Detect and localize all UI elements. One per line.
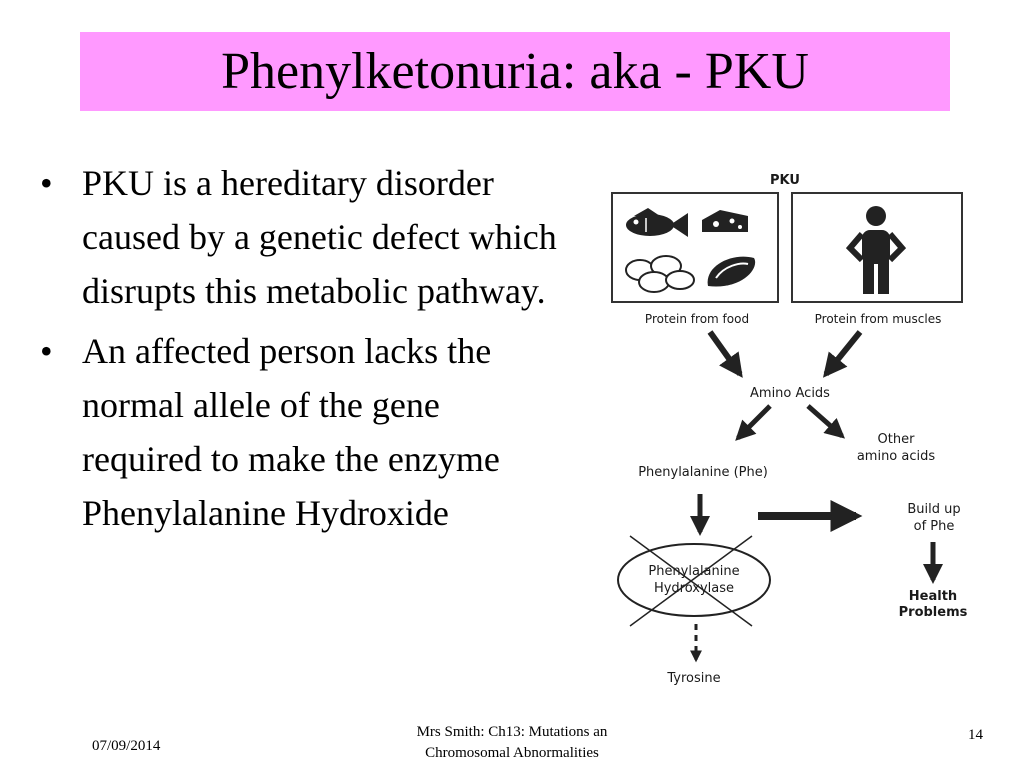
label-health-problems: Problems	[898, 605, 968, 620]
diagram-heading: PKU	[770, 173, 800, 188]
slide-title: Phenylketonuria: aka - PKU	[221, 42, 809, 100]
footer-date: 07/09/2014	[92, 738, 161, 754]
bullet-text: PKU is a hereditary disorder caused by a genetic defect which disrupts this metabolic pathway.	[82, 163, 557, 311]
label-protein-muscles: Protein from muscles	[814, 312, 942, 326]
title-bar	[80, 32, 950, 111]
label-buildup: Build up	[907, 502, 961, 517]
bullet-dot-icon: •	[40, 163, 53, 203]
bullet-item	[40, 324, 560, 540]
bullet-text: An affected person lacks the normal allele of the gene required to make the enzyme Phenylalanine Hydroxide	[82, 331, 500, 533]
label-protein-food: Protein from food	[644, 312, 750, 326]
label-other: Other	[877, 432, 915, 447]
label-buildup-phe: of Phe	[913, 519, 955, 534]
bullet-dot-icon: •	[40, 331, 53, 371]
label-amino-acids: Amino Acids	[750, 386, 830, 401]
bullet-item	[40, 156, 560, 318]
footer-center	[362, 722, 662, 764]
label-tyrosine: Tyrosine	[667, 671, 721, 686]
food-box	[612, 193, 778, 302]
label-enzyme-hydroxylase: Hydroxylase	[653, 581, 735, 596]
pku-pathway-diagram	[590, 160, 1010, 700]
enzyme-ellipse	[618, 544, 770, 616]
arrow-food-to-amino	[710, 332, 740, 374]
label-enzyme: Phenylalanine	[648, 564, 740, 579]
bullet-list	[40, 156, 560, 546]
page-number: 14	[968, 727, 983, 743]
footer-center-line: Mrs Smith: Ch13: Mutations an	[416, 724, 608, 740]
arrow-amino-to-phe	[738, 406, 770, 438]
arrow-muscles-to-amino	[826, 332, 860, 374]
label-other-amino: amino acids	[856, 449, 936, 464]
arrow-amino-to-other	[808, 406, 842, 436]
label-health: Health	[908, 589, 958, 604]
label-phe: Phenylalanine (Phe)	[638, 465, 768, 480]
footer-center-line: Chromosomal Abnormalities	[425, 745, 599, 761]
